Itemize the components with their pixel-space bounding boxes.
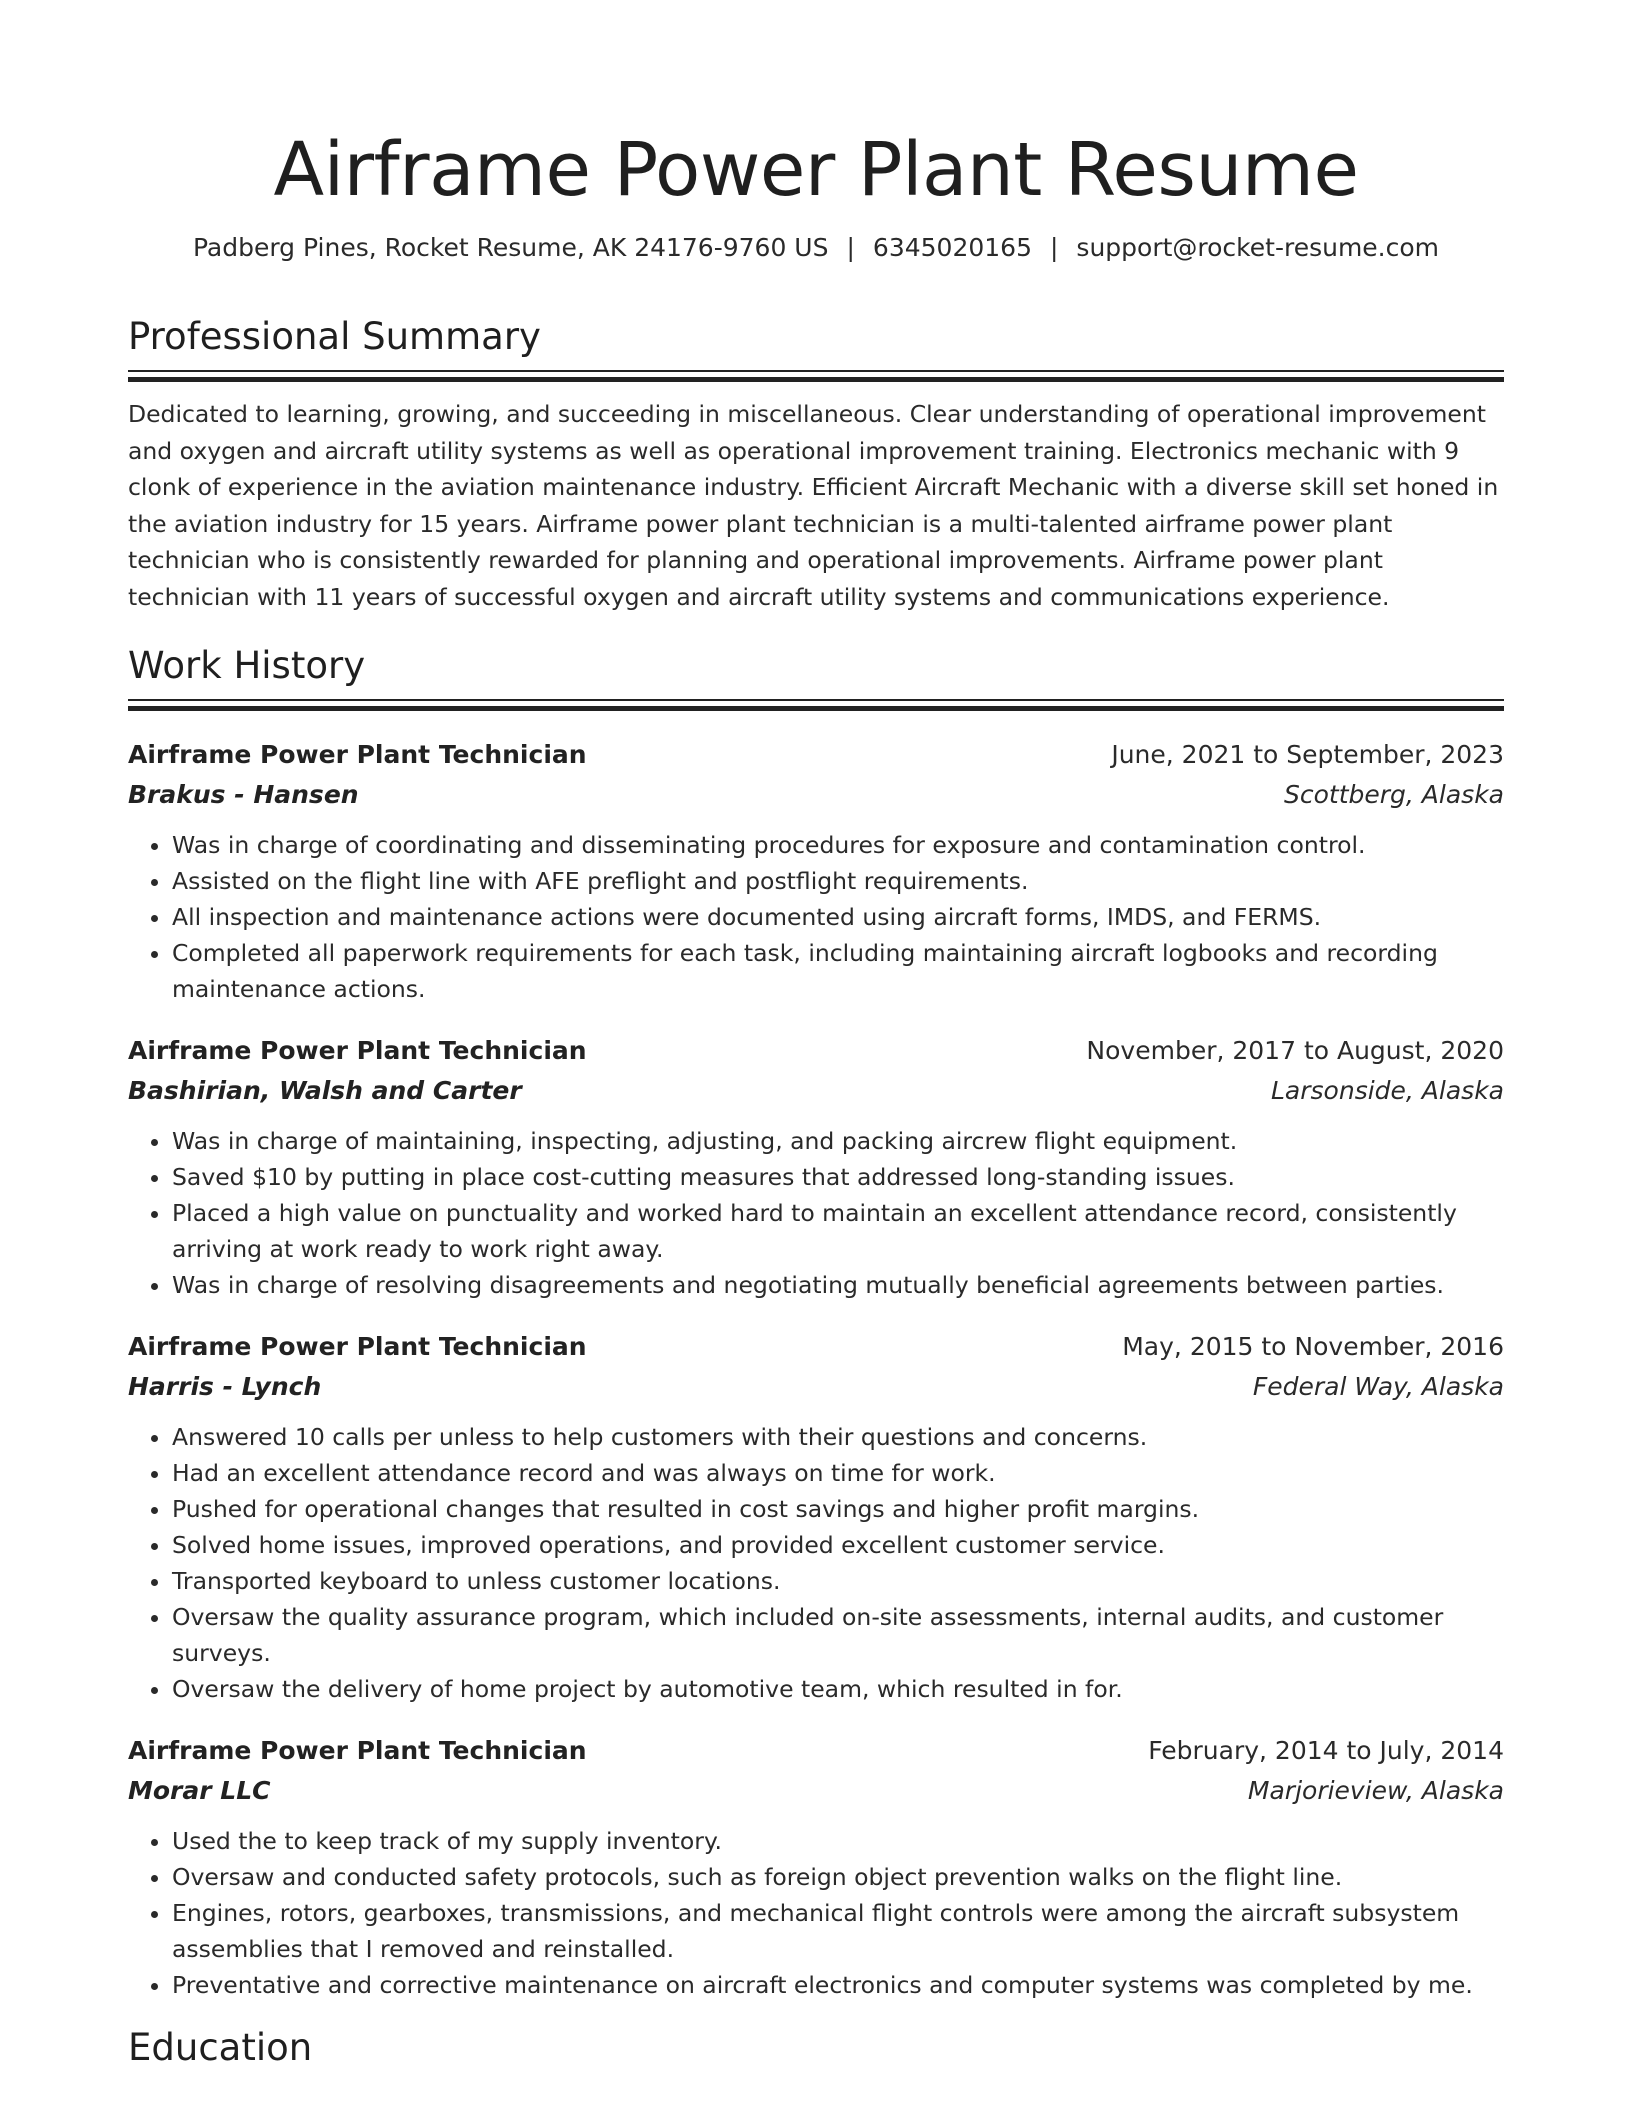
section-heading: Professional Summary <box>128 315 541 358</box>
job-entry <box>128 1731 1504 2003</box>
job-company: Morar LLC <box>128 1776 271 1805</box>
job-subheader <box>128 1771 1504 1811</box>
job-duty: • Used the to keep track of my supply inventory. <box>172 1823 1504 1859</box>
job-duties-list <box>128 1123 1504 1303</box>
job-subheader <box>128 775 1504 815</box>
job-entry <box>128 1031 1504 1303</box>
contact-address: Padberg Pines, Rocket Resume, AK 24176-9760 US <box>192 233 829 262</box>
resume-page <box>128 0 1504 2073</box>
section-heading: Work History <box>128 644 366 687</box>
job-duty: • Placed a high value on punctuality and worked hard to maintain an excellent attendance record, consistently arriving at work ready to work right away. <box>172 1195 1504 1267</box>
professional-summary-section <box>128 312 1504 615</box>
resume-title: Airframe Power Plant Resume <box>273 127 1359 213</box>
job-company: Bashirian, Walsh and Carter <box>128 1076 522 1105</box>
contact-line <box>128 230 1504 266</box>
job-duty: • Transported keyboard to unless customer locations. <box>172 1563 1504 1599</box>
contact-separator: | <box>846 233 855 262</box>
summary-text: Dedicated to learning, growing, and succeeding in miscellaneous. Clear understanding of operational improvement and oxygen and aircraft utility systems as well as operational improvement training. Electronics mechanic with 9 clonk of experience in the aviation maintenance industry. Efficient Aircraft Mechanic with a diverse skill set honed in the aviation industry for 15 years. Airframe power plant technician is a multi-talented airframe power plant technician who is consistently rewarded for planning and operational improvements. Airframe power plant technician with 11 years of successful oxygen and aircraft utility systems and communications experience. <box>128 400 1499 611</box>
job-location: Federal Way, Alaska <box>1252 1372 1504 1401</box>
job-duty: • Answered 10 calls per unless to help customers with their questions and concerns. <box>172 1419 1504 1455</box>
job-duties-list <box>128 1419 1504 1707</box>
job-location: Marjorieview, Alaska <box>1247 1776 1504 1805</box>
job-title: Airframe Power Plant Technician <box>128 740 587 769</box>
job-location: Larsonside, Alaska <box>1271 1076 1504 1105</box>
job-duties-list <box>128 1823 1504 2003</box>
section-divider <box>128 699 1504 711</box>
job-duty: • Oversaw and conducted safety protocols, such as foreign object prevention walks on the flight line. <box>172 1859 1504 1895</box>
job-subheader <box>128 1367 1504 1407</box>
job-location: Scottberg, Alaska <box>1284 780 1504 809</box>
job-company: Harris - Lynch <box>128 1372 322 1401</box>
job-header <box>128 1731 1504 1771</box>
job-entry <box>128 735 1504 1007</box>
job-duty: • Oversaw the quality assurance program, which included on-site assessments, internal audits, and customer surveys. <box>172 1599 1504 1671</box>
job-duty: • Had an excellent attendance record and was always on time for work. <box>172 1455 1504 1491</box>
section-divider <box>128 370 1504 382</box>
contact-email: support@rocket-resume.com <box>1076 233 1440 262</box>
job-header <box>128 1327 1504 1367</box>
job-dates: February, 2014 to July, 2014 <box>1148 1736 1504 1765</box>
job-title: Airframe Power Plant Technician <box>128 1036 587 1065</box>
job-duty: • Preventative and corrective maintenance on aircraft electronics and computer systems was completed by me. <box>172 1967 1504 2003</box>
job-subheader <box>128 1071 1504 1111</box>
section-heading: Education <box>128 2026 313 2069</box>
job-duties-list <box>128 827 1504 1007</box>
job-title: Airframe Power Plant Technician <box>128 1736 587 1765</box>
job-duty: • Completed all paperwork requirements for each task, including maintaining aircraft logbooks and recording maintenance actions. <box>172 935 1504 1007</box>
job-duty: • Pushed for operational changes that resulted in cost savings and higher profit margins. <box>172 1491 1504 1527</box>
job-title: Airframe Power Plant Technician <box>128 1332 587 1361</box>
contact-separator: | <box>1049 233 1059 262</box>
job-dates: May, 2015 to November, 2016 <box>1122 1332 1504 1361</box>
job-duty: • Engines, rotors, gearboxes, transmissions, and mechanical flight controls were among the aircraft subsystem assemblies that I removed and reinstalled. <box>172 1895 1504 1967</box>
job-duty: • Oversaw the delivery of home project by automotive team, which resulted in for. <box>172 1671 1504 1707</box>
job-header <box>128 1031 1504 1071</box>
job-duty: • Assisted on the flight line with AFE preflight and postflight requirements. <box>172 863 1504 899</box>
job-duty: • Saved $10 by putting in place cost-cutting measures that addressed long-standing issues. <box>172 1159 1504 1195</box>
job-company: Brakus - Hansen <box>128 780 359 809</box>
job-duty: • Was in charge of resolving disagreements and negotiating mutually beneficial agreements between parties. <box>172 1267 1504 1303</box>
job-entry <box>128 1327 1504 1707</box>
job-dates: November, 2017 to August, 2020 <box>1086 1036 1504 1065</box>
job-duty: • Was in charge of maintaining, inspecting, adjusting, and packing aircrew flight equipment. <box>172 1123 1504 1159</box>
job-duty: • Solved home issues, improved operations, and provided excellent customer service. <box>172 1527 1504 1563</box>
education-section <box>128 2023 1504 2073</box>
job-dates: June, 2021 to September, 2023 <box>1111 740 1504 769</box>
contact-phone: 6345020165 <box>872 233 1032 262</box>
job-header <box>128 735 1504 775</box>
job-duty: • All inspection and maintenance actions were documented using aircraft forms, IMDS, and FERMS. <box>172 899 1504 935</box>
job-duty: • Was in charge of coordinating and disseminating procedures for exposure and contamination control. <box>172 827 1504 863</box>
work-history-section <box>128 641 1504 2003</box>
